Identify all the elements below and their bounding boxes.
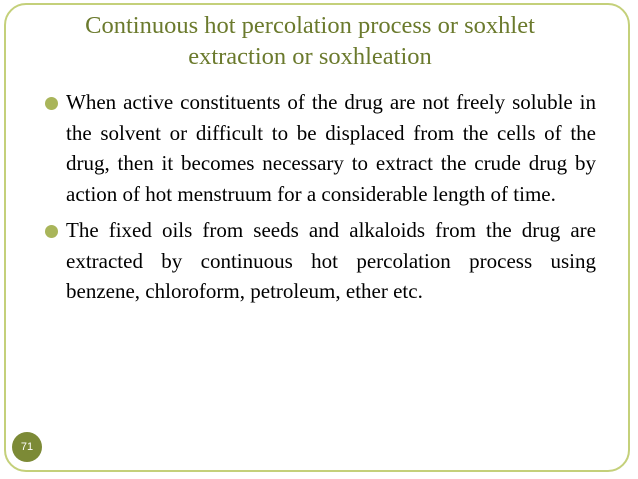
bullet-dot-icon (45, 97, 58, 110)
page-number-badge: 71 (12, 432, 42, 462)
bullet-item (44, 215, 596, 307)
bullet-item (44, 87, 596, 209)
bullet-list (44, 87, 596, 313)
bullet-text: When active constituents of the drug are not freely soluble in the solvent or difficult to be displaced from the cells of the drug, then it becomes necessary to extract the crude drug by action of hot menstruum for a considerable length of time. (66, 90, 596, 206)
bullet-dot-icon (45, 225, 58, 238)
bullet-text: The fixed oils from seeds and alkaloids from the drug are extracted by continuous hot percolation process using benzene, chloroform, petroleum, ether etc. (66, 218, 596, 303)
slide-title: Continuous hot percolation process or soxhlet extraction or soxhleation (85, 12, 535, 70)
